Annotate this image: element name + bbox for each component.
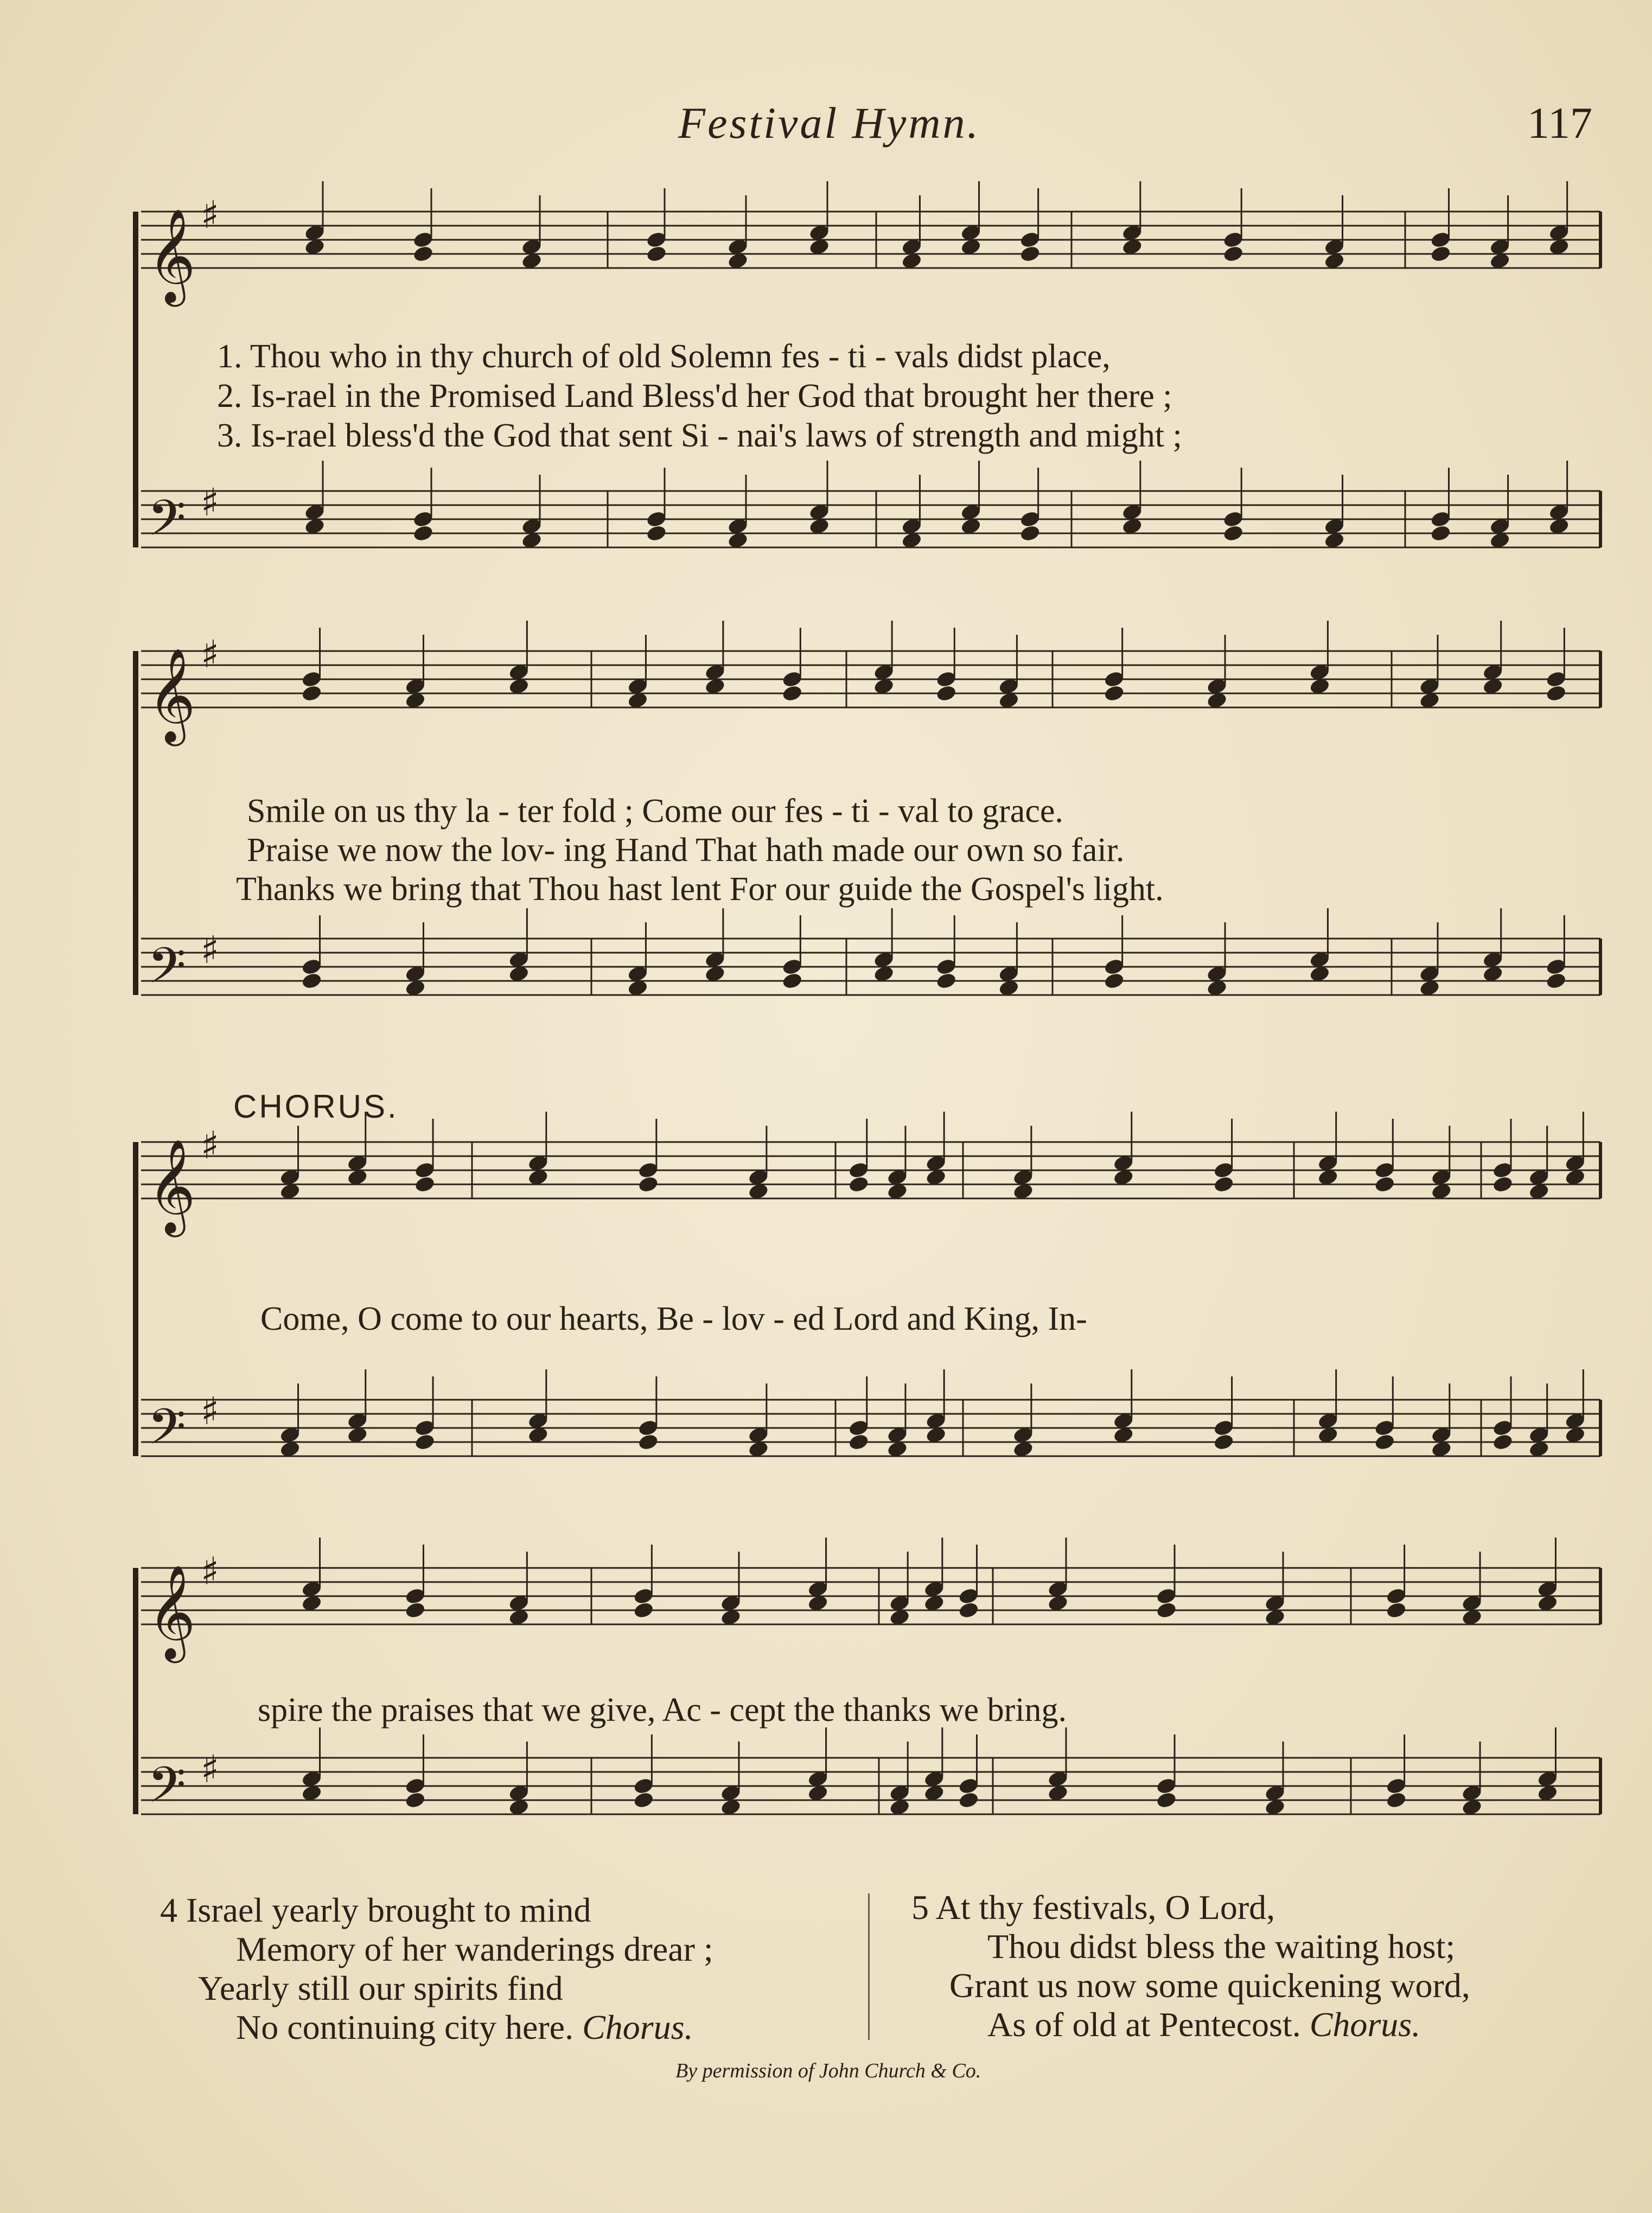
notehead — [633, 1601, 654, 1619]
sharp-icon: ♯ — [201, 193, 219, 237]
permission-credit: By permission of John Church & Co. — [675, 2059, 981, 2082]
notehead — [1374, 1175, 1395, 1194]
notehead — [1019, 245, 1041, 263]
lyric-chorus-line2: spire the praises that we give, Ac - cept the thanks we bring. — [258, 1692, 1067, 1729]
notehead — [1430, 245, 1451, 263]
verse-4-line-4-wrap — [160, 2008, 713, 2047]
sharp-icon: ♯ — [201, 632, 219, 677]
treble-clef-icon: 𝄞 — [148, 1565, 196, 1659]
notehead — [1104, 972, 1125, 990]
notehead — [1430, 524, 1451, 543]
lyric-chorus-line1: Come, O come to our hearts, Be - lov - ed Lord and King, In- — [260, 1300, 1087, 1337]
sharp-icon: ♯ — [201, 480, 219, 525]
verse-5-line-4: As of old at Pentecost. — [987, 2005, 1301, 2044]
verse-4-line-1: 4 Israel yearly brought to mind — [160, 1891, 591, 1929]
notehead — [1386, 1601, 1407, 1619]
notehead — [1222, 245, 1244, 263]
notehead — [935, 684, 957, 703]
bass-clef-icon: 𝄢 — [148, 1398, 186, 1468]
sharp-icon: ♯ — [201, 1549, 219, 1593]
page-title: Festival Hymn. — [678, 98, 980, 148]
notehead — [1492, 1433, 1514, 1451]
sharp-icon: ♯ — [201, 1389, 219, 1433]
lyric-verse1-line1: 1. Thou who in thy church of old Solemn fes - ti - vals didst place, — [217, 338, 1111, 375]
verse-5-chorus: Chorus. — [1309, 2005, 1421, 2044]
notehead — [404, 1601, 426, 1619]
verse-4-line-2: Memory of her wanderings drear ; — [236, 1930, 713, 1968]
notehead — [637, 1433, 659, 1451]
notehead — [1019, 524, 1041, 543]
notehead — [1213, 1175, 1235, 1194]
notehead — [1492, 1175, 1514, 1194]
verse-5-line-4-wrap — [911, 2005, 1470, 2044]
verse-5-line-2: Thou didst bless the waiting host; — [987, 1927, 1456, 1966]
verse-5 — [911, 1888, 1470, 2044]
notehead — [637, 1175, 659, 1194]
notehead — [781, 972, 803, 990]
notehead — [301, 972, 322, 990]
lyric-system2-line1: Smile on us thy la - ter fold ; Come our fes - ti - val to grace. — [247, 793, 1063, 830]
notehead — [633, 1791, 654, 1809]
verse-4-line-4: No continuing city here. — [236, 2008, 574, 2046]
notehead — [935, 972, 957, 990]
notehead — [1156, 1791, 1177, 1809]
notehead — [1545, 684, 1567, 703]
lyric-system2-line2: Praise we now the lov- ing Hand That hath made our own so fair. — [247, 832, 1125, 869]
notehead — [781, 684, 803, 703]
notehead — [412, 524, 434, 543]
notehead — [412, 245, 434, 263]
verse-4-line-3: Yearly still our spirits find — [198, 1969, 563, 2007]
notehead — [301, 684, 322, 703]
sharp-icon: ♯ — [201, 1123, 219, 1168]
notehead — [958, 1791, 979, 1809]
lyric-verse1-line3: 3. Is-rael bless'd the God that sent Si - nai's laws of strength and might ; — [217, 417, 1182, 454]
notehead — [1545, 972, 1567, 990]
notehead — [848, 1433, 870, 1451]
page-number: 117 — [1527, 98, 1592, 148]
bass-clef-icon: 𝄢 — [148, 937, 186, 1006]
notehead — [1104, 684, 1125, 703]
bass-clef-icon: 𝄢 — [148, 489, 186, 559]
notehead — [646, 524, 667, 543]
treble-clef-icon: 𝄞 — [148, 1139, 196, 1233]
treble-clef-icon: 𝄞 — [148, 648, 196, 742]
treble-clef-icon: 𝄞 — [148, 208, 196, 303]
notehead — [414, 1433, 436, 1451]
sharp-icon: ♯ — [201, 928, 219, 972]
bass-clef-icon: 𝄢 — [148, 1756, 186, 1826]
notehead — [958, 1601, 979, 1619]
lyric-system2-line3: Thanks we bring that Thou hast lent For our guide the Gospel's light. — [236, 871, 1164, 908]
verse-5-line-3: Grant us now some quickening word, — [949, 1966, 1470, 2005]
notehead — [404, 1791, 426, 1809]
verse-4 — [160, 1891, 713, 2047]
verse-4-chorus: Chorus. — [582, 2008, 693, 2046]
notehead — [1386, 1791, 1407, 1809]
verse-5-line-1: 5 At thy festivals, O Lord, — [911, 1888, 1275, 1927]
notehead — [1156, 1601, 1177, 1619]
chorus-heading: CHORUS. — [233, 1088, 399, 1125]
notehead — [1222, 524, 1244, 543]
notehead — [414, 1175, 436, 1194]
notehead — [1213, 1433, 1235, 1451]
sharp-icon: ♯ — [201, 1747, 219, 1791]
notehead — [848, 1175, 870, 1194]
verse-divider — [868, 1893, 870, 2040]
notehead — [646, 245, 667, 263]
lyric-verse1-line2: 2. Is-rael in the Promised Land Bless'd her God that brought her there ; — [217, 378, 1172, 414]
notehead — [1374, 1433, 1395, 1451]
